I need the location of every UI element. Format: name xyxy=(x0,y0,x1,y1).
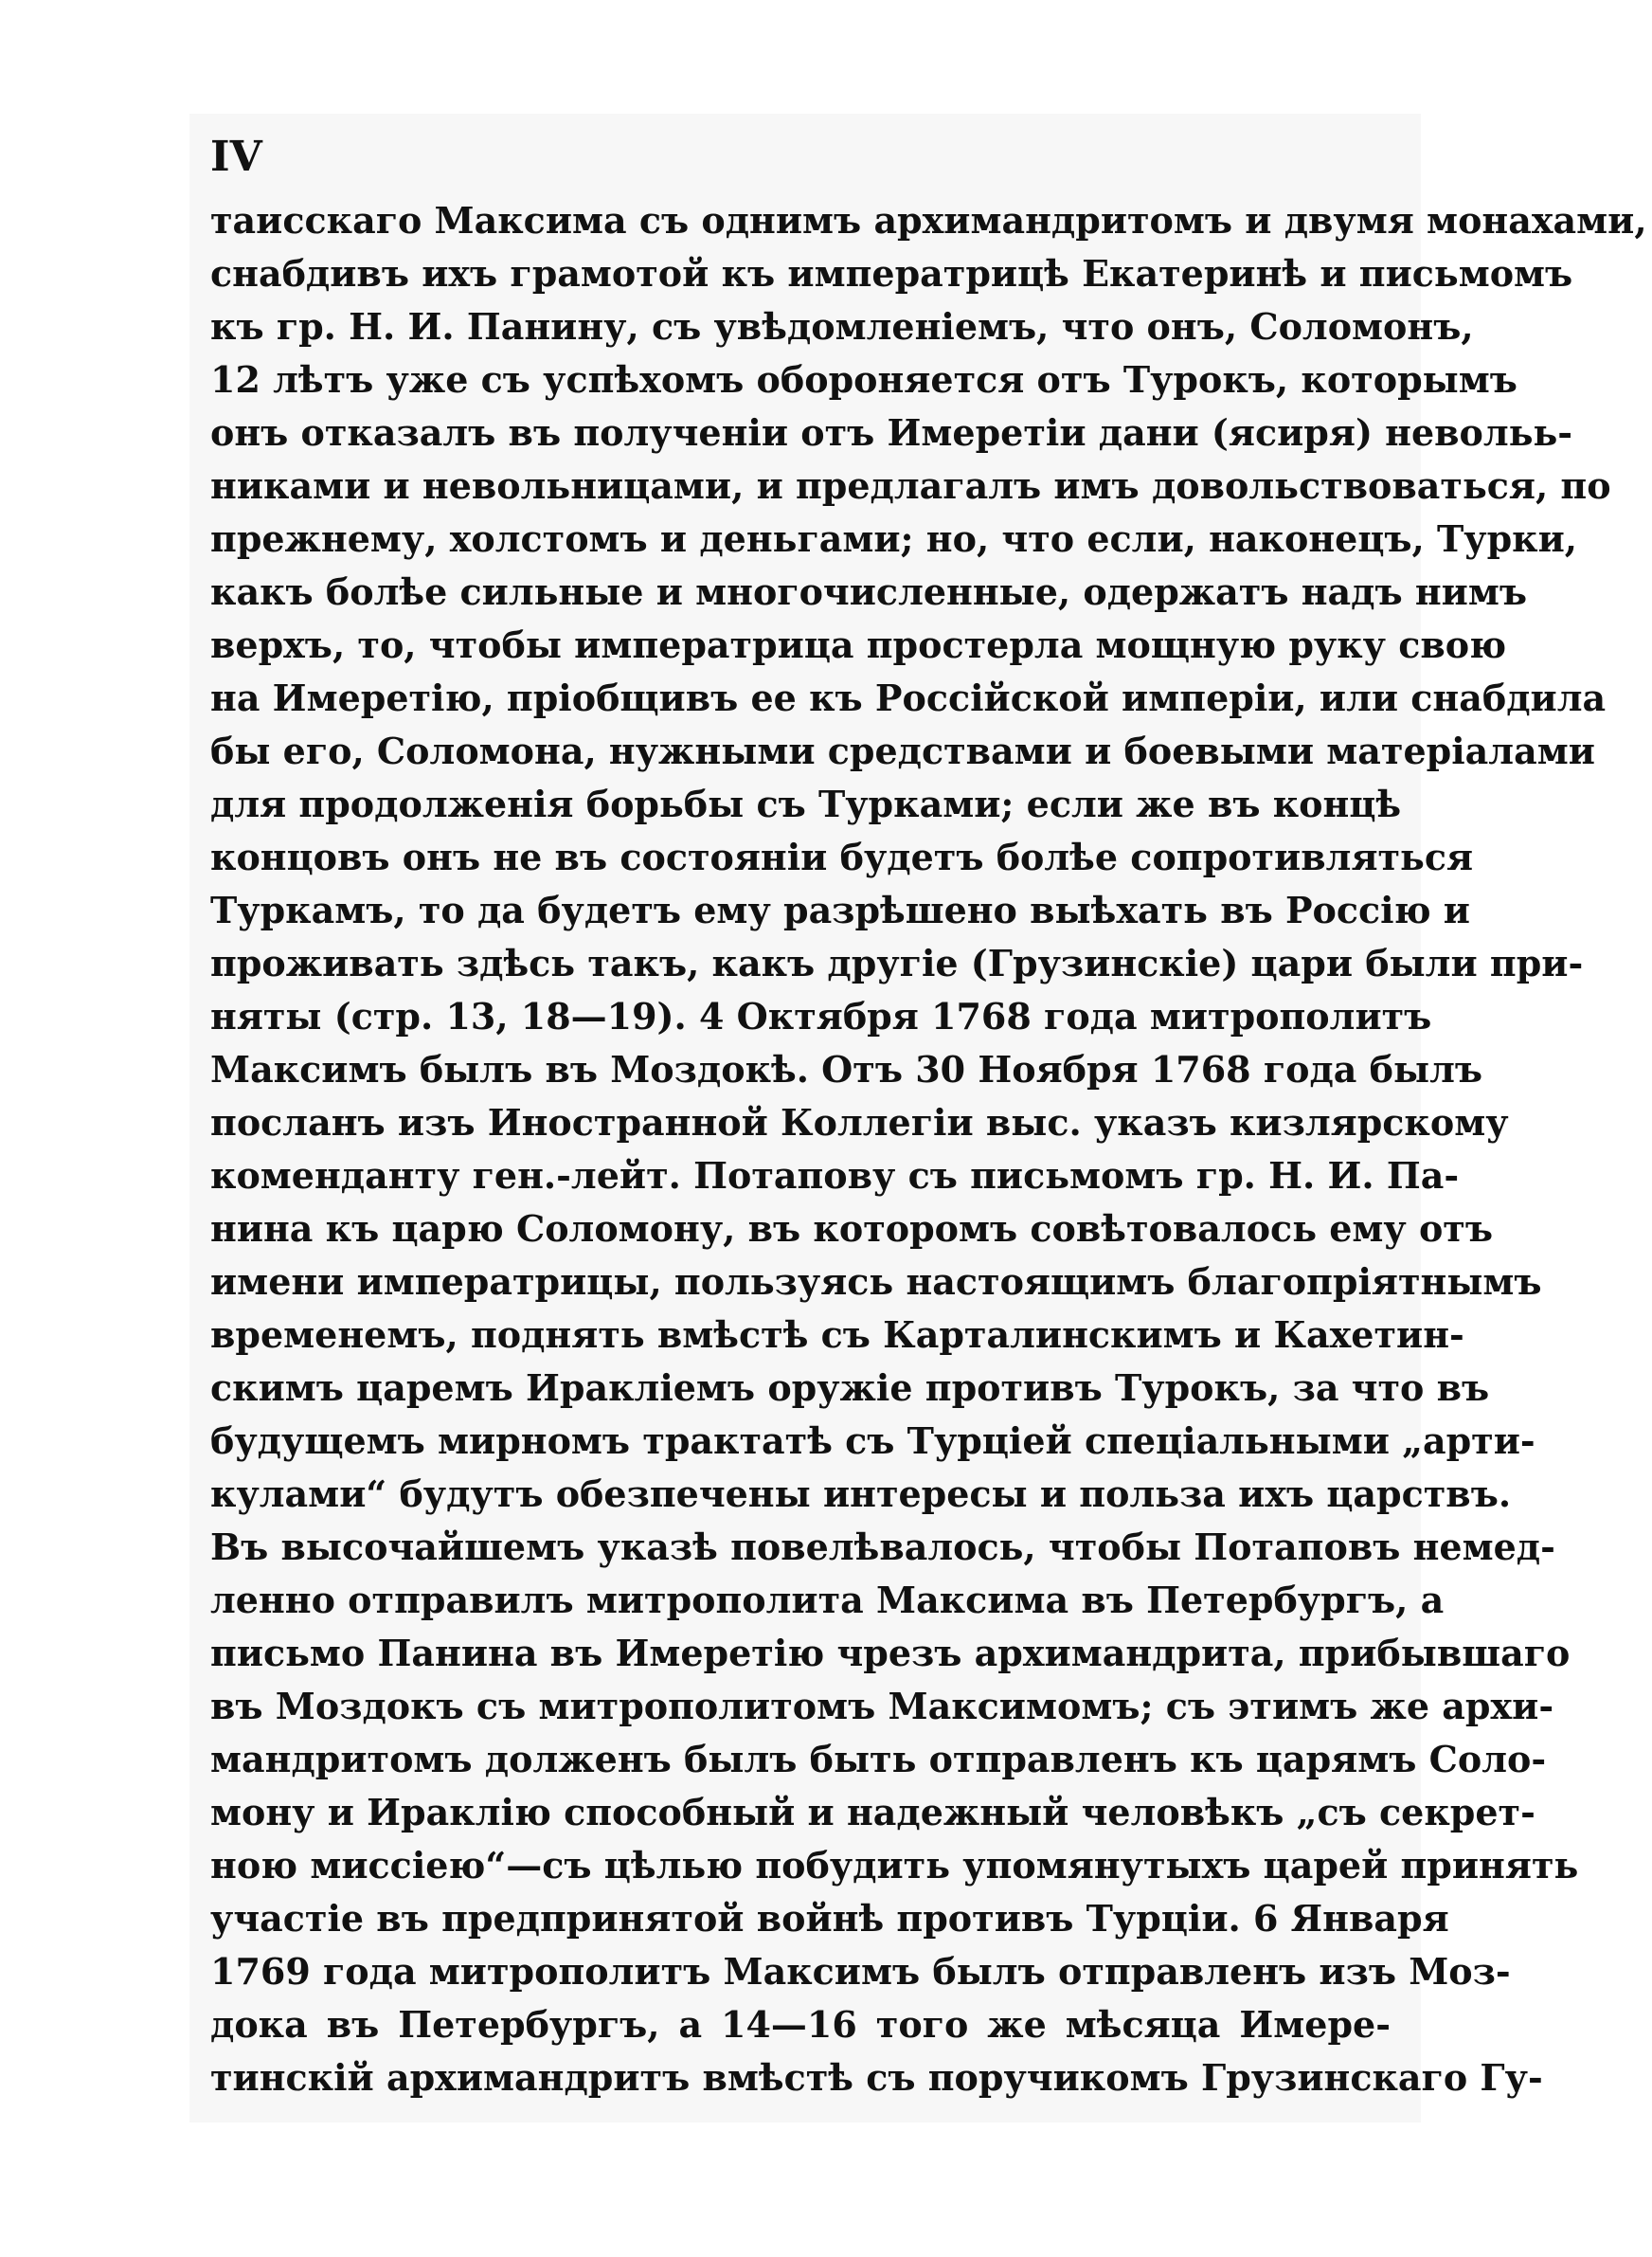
text-line: мону и Ираклію способный и надежный человѣкъ „съ секрет- xyxy=(210,1791,1535,1833)
text-line: таисскаго Максима съ однимъ архимандритомъ и двумя монахами, xyxy=(210,199,1647,242)
text-line: концовъ онъ не въ состояніи будетъ болѣе сопротивляться xyxy=(210,836,1474,878)
text-line: къ гр. Н. И. Панину, съ увѣдомленіемъ, что онъ, Соломонъ, xyxy=(210,305,1474,348)
text-line: будущемъ мирномъ трактатѣ съ Турціей спеціальными „арти- xyxy=(210,1419,1535,1462)
text-line: ною миссіею“—съ цѣлью побудить упомянутыхъ царей принять xyxy=(210,1844,1579,1887)
text-line: никами и невольницами, и предлагалъ имъ довольствоваться, по xyxy=(210,464,1611,507)
text-line: участіе въ предпринятой войнѣ противъ Турціи. 6 Января xyxy=(210,1897,1449,1940)
text-line: скимъ царемъ Иракліемъ оружіе противъ Турокъ, за что въ xyxy=(210,1366,1490,1409)
text-line: верхъ, то, чтобы императрица простерла мощную руку свою xyxy=(210,623,1507,666)
text-line: тинскій архимандритъ вмѣстѣ съ поручикомъ Грузинскаго Гу- xyxy=(210,2056,1543,2099)
text-line: Туркамъ, то да будетъ ему разрѣшено выѣхать въ Россію и xyxy=(210,889,1470,931)
text-line: на Имеретію, пріобщивъ ее къ Россійской имперіи, или снабдила xyxy=(210,677,1607,719)
text-line: дока въ Петербургъ, а 14—16 того же мѣсяца Имере- xyxy=(210,2003,1391,2046)
text-line: 1769 года митрополитъ Максимъ былъ отправленъ изъ Моз- xyxy=(210,1950,1511,1993)
text-line: проживать здѣсь такъ, какъ другіе (Грузинскіе) цари были при- xyxy=(210,942,1584,984)
text-line: прежнему, холстомъ и деньгами; но, что если, наконецъ, Турки, xyxy=(210,517,1578,560)
text-line: посланъ изъ Иностранной Коллегіи выс. указъ кизлярскому xyxy=(210,1101,1509,1144)
text-line: ленно отправилъ митрополита Максима въ Петербургъ, а xyxy=(210,1579,1445,1621)
text-line: 12 лѣтъ уже съ успѣхомъ обороняется отъ Турокъ, которымъ xyxy=(210,358,1517,401)
text-line: няты (стр. 13, 18—19). 4 Октября 1768 года митрополитъ xyxy=(210,995,1432,1038)
text-line: письмо Панина въ Имеретію чрезъ архимандрита, прибывшаго xyxy=(210,1632,1571,1674)
text-line: кулами“ будутъ обезпечены интересы и польза ихъ царствъ. xyxy=(210,1472,1512,1515)
text-line: нина къ царю Соломону, въ которомъ совѣтовалось ему отъ xyxy=(210,1207,1493,1250)
text-line: Максимъ былъ въ Моздокѣ. Отъ 30 Ноября 1768 года былъ xyxy=(210,1048,1483,1091)
text-line: въ Моздокъ съ митрополитомъ Максимомъ; съ этимъ же архи- xyxy=(210,1685,1554,1727)
text-line: Въ высочайшемъ указѣ повелѣвалось, чтобы Потаповъ немед- xyxy=(210,1526,1555,1568)
text-line: для продолженія борьбы съ Турками; если же въ концѣ xyxy=(210,783,1402,825)
text-line: бы его, Соломона, нужными средствами и боевыми матеріалами xyxy=(210,730,1595,772)
text-line: онъ отказалъ въ полученіи отъ Имеретіи дани (ясиря) невольь- xyxy=(210,411,1573,454)
text-line: временемъ, поднять вмѣстѣ съ Карталинскимъ и Кахетин- xyxy=(210,1313,1464,1356)
text-line: какъ болѣе сильные и многочисленные, одержатъ надъ нимъ xyxy=(210,570,1528,613)
text-line: мандритомъ долженъ былъ быть отправленъ къ царямъ Соло- xyxy=(210,1738,1547,1780)
page-number: IV xyxy=(210,133,262,181)
body-text xyxy=(210,194,1647,2104)
text-line: коменданту ген.-лейт. Потапову съ письмомъ гр. Н. И. Па- xyxy=(210,1154,1460,1197)
text-line: снабдивъ ихъ грамотой къ императрицѣ Екатеринѣ и письмомъ xyxy=(210,252,1573,295)
text-line: имени императрицы, пользуясь настоящимъ благопріятнымъ xyxy=(210,1260,1542,1303)
